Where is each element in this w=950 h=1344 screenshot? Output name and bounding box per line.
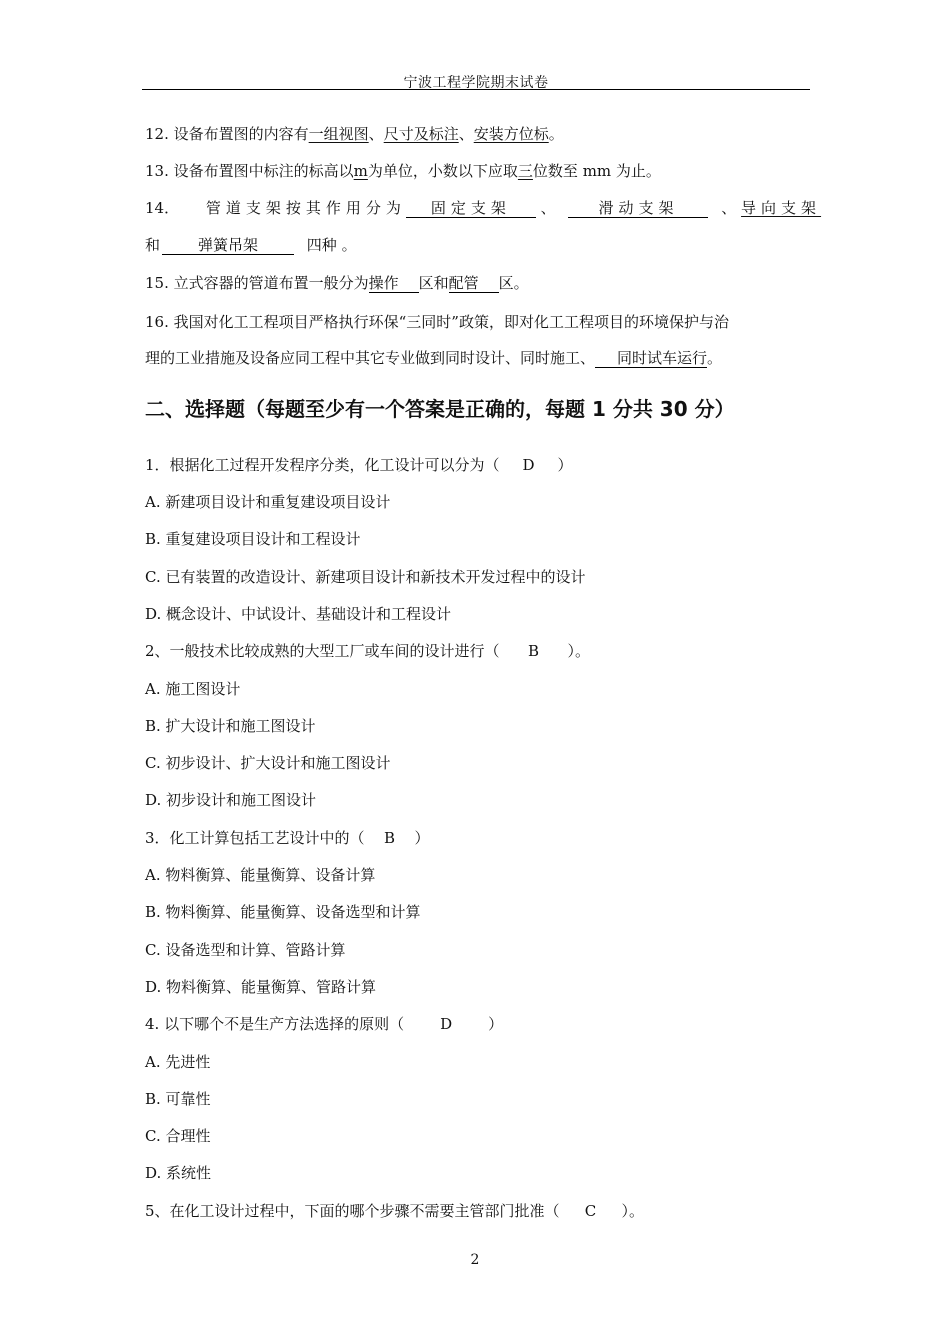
option: A. 物料衡算、能量衡算、设备计算: [145, 866, 376, 884]
option: A. 先进性: [145, 1053, 211, 1071]
option: A. 新建项目设计和重复建设项目设计: [145, 493, 391, 511]
mc-question-4: 4. 以下哪个不是生产方法选择的原则（ D ）: [145, 1015, 504, 1033]
question-13: 13. 设备布置图中标注的标高以m为单位，小数以下应取三位数至 mm 为止。: [145, 162, 661, 180]
answer-letter: B: [528, 642, 540, 660]
option: C. 设备选型和计算、管路计算: [145, 941, 346, 959]
option: D. 系统性: [145, 1164, 212, 1182]
question-16: 16. 我国对化工工程项目严格执行环保“三同时”政策，即对化工工程项目的环境保护与治: [145, 313, 729, 331]
answer-blank: 操作: [369, 274, 419, 293]
option: C. 合理性: [145, 1127, 211, 1145]
mc-question-2: 2、一般技术比较成熟的大型工厂或车间的设计进行（ B ）。: [145, 642, 591, 660]
option: B. 重复建设项目设计和工程设计: [145, 530, 361, 548]
option: A. 施工图设计: [145, 680, 241, 698]
option: D. 物料衡算、能量衡算、管路计算: [145, 978, 377, 996]
question-14-continued: 和 弹簧吊架 四种 。: [145, 236, 357, 254]
answer-blank: 弹簧吊架: [162, 236, 294, 255]
option: C. 已有装置的改造设计、新建项目设计和新技术开发过程中的设计: [145, 568, 586, 586]
page-header-title: 宁波工程学院期末试卷: [403, 75, 549, 91]
mc-question-3: 3．化工计算包括工艺设计中的（ B ）: [145, 829, 430, 847]
option: D. 初步设计和施工图设计: [145, 791, 317, 809]
answer-letter: D: [440, 1015, 453, 1033]
question-14: 14． 管道支架按其作用分为 固定支架 、 滑动支架 、 导向支架: [145, 199, 822, 217]
answer-letter: D: [522, 456, 535, 474]
option: C. 初步设计、扩大设计和施工图设计: [145, 754, 391, 772]
header-divider: [142, 89, 810, 90]
answer-blank: 滑动支架: [568, 199, 708, 218]
answer-blank: 固定支架: [406, 199, 536, 218]
answer-blank: 导向支架: [741, 199, 822, 217]
question-16-continued: 理的工业措施及设备应同工程中其它专业做到同时设计、同时施工、 同时试车运行。: [145, 349, 723, 367]
section-heading: 二、选择题（每题至少有一个答案是正确的，每题 1 分共 30 分）: [145, 397, 735, 421]
option: B. 扩大设计和施工图设计: [145, 717, 316, 735]
question-15: 15. 立式容器的管道布置一般分为操作 区和配管 区。: [145, 274, 529, 292]
answer-blank: 三: [517, 162, 533, 180]
answer-letter: C: [584, 1202, 597, 1220]
answer-blank: 一组视图: [308, 125, 369, 143]
answer-blank: m: [353, 162, 368, 180]
option: B. 可靠性: [145, 1090, 211, 1108]
answer-letter: B: [384, 829, 396, 847]
option: D. 概念设计、中试设计、基础设计和工程设计: [145, 605, 452, 623]
answer-blank: 同时试车运行: [595, 349, 707, 368]
answer-blank: 安装方位标: [473, 125, 549, 143]
question-12: 12. 设备布置图的内容有一组视图、尺寸及标注、安装方位标。: [145, 125, 564, 143]
answer-blank: 尺寸及标注: [383, 125, 459, 143]
page-number: 2: [470, 1252, 480, 1268]
mc-question-1: 1．根据化工过程开发程序分类，化工设计可以分为（ D ）: [145, 456, 573, 474]
mc-question-5: 5、在化工设计过程中，下面的哪个步骤不需要主管部门批准（ C ）。: [145, 1202, 645, 1220]
answer-blank: 配管: [449, 274, 499, 293]
option: B. 物料衡算、能量衡算、设备选型和计算: [145, 903, 421, 921]
